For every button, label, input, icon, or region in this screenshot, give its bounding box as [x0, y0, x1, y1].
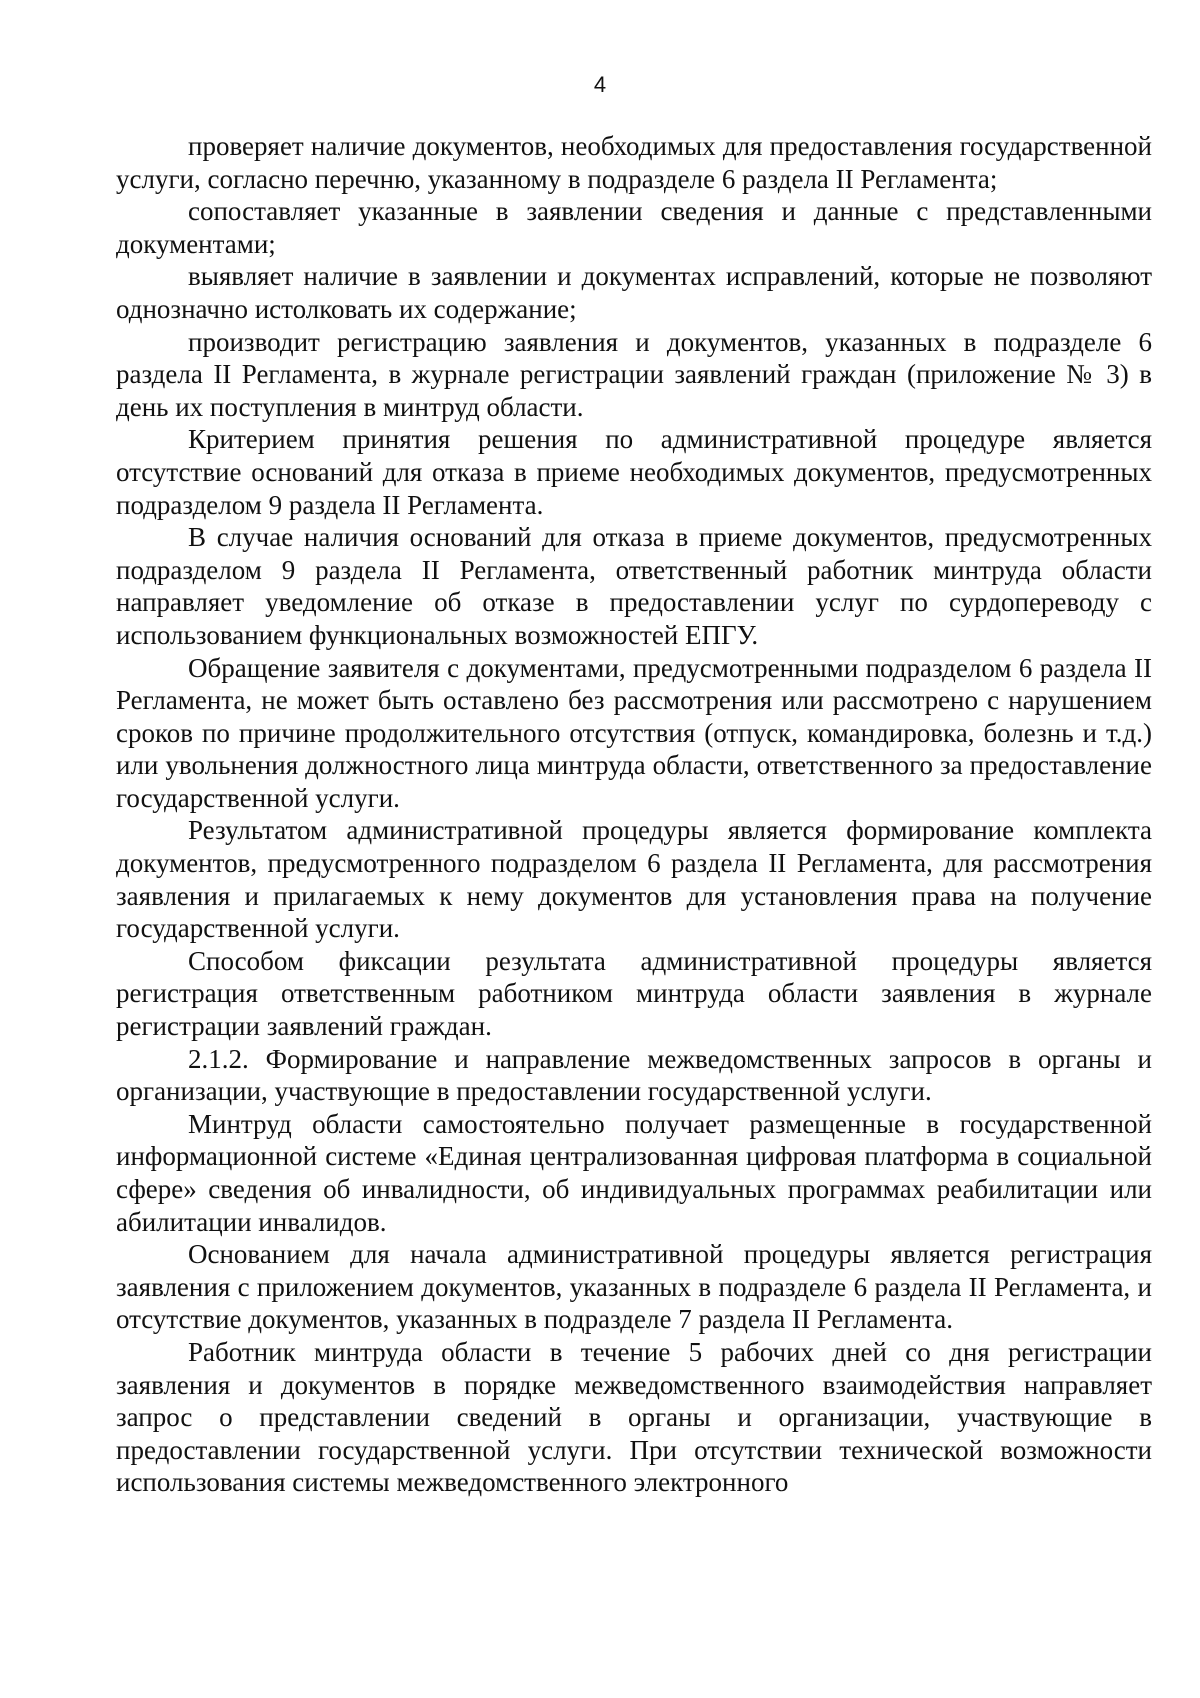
paragraph-compare-data: сопоставляет указанные в заявлении сведения и данные с представленными документами;: [116, 196, 1152, 259]
paragraph-check-documents: проверяет наличие документов, необходимых для предоставления государственной услуги, согласно перечню, указанному в подразделе 6 раздела II Регламента;: [116, 131, 1152, 194]
paragraph-procedure-result: Результатом административной процедуры является формирование комплекта документов, предусмотренного подразделом 6 раздела II Регламента, для рассмотрения заявления и прилагаемых к нему документов для установления права на получение государственной услуги.: [116, 815, 1152, 944]
page-number: 4: [593, 72, 607, 97]
paragraph-detect-corrections: выявляет наличие в заявлении и документах исправлений, которые не позволяют однозначно истолковать их содержание;: [116, 261, 1152, 324]
paragraph-result-fixation: Способом фиксации результата административной процедуры является регистрация ответственным работником минтруда области заявления в журнале регистрации заявлений граждан.: [116, 945, 1152, 1042]
paragraph-decision-criterion: Критерием принятия решения по административной процедуре является отсутствие оснований для отказа в приеме необходимых документов, предусмотренных подразделом 9 раздела II Регламента.: [116, 424, 1152, 520]
paragraph-section-2-1-2: 2.1.2. Формирование и направление межведомственных запросов в органы и организации, участвующие в предоставлении государственной услуги.: [116, 1043, 1152, 1107]
paragraph-refusal-notice: В случае наличия оснований для отказа в приеме документов, предусмотренных подразделом 9 раздела II Регламента, ответственный работник минтруда области направляет уведомление об отказе в предоставлении услуг по сурдопереводу с использованием функциональных возможностей ЕПГУ.: [116, 522, 1152, 650]
document-body: [116, 130, 1152, 1499]
paragraph-interagency-request: Работник минтруда области в течение 5 рабочих дней со дня регистрации заявления и документов в порядке межведомственного взаимодействия направляет запрос о представлении сведений в органы и организации, участвующие в предоставлении государственной услуги. При отсутствии технической возможности использования системы межведомственного электронного: [116, 1336, 1152, 1498]
paragraph-ministry-data: Минтруд области самостоятельно получает размещенные в государственной информационной системе «Единая централизованная цифровая платформа в социальной сфере» сведения об инвалидности, об индивидуальных программах реабилитации или абилитации инвалидов.: [116, 1108, 1152, 1237]
paragraph-procedure-basis: Основанием для начала административной процедуры является регистрация заявления с приложением документов, указанных в подразделе 6 раздела II Регламента, и отсутствие документов, указанных в подразделе 7 раздела II Регламента.: [116, 1239, 1152, 1335]
paragraph-application-handling: Обращение заявителя с документами, предусмотренными подразделом 6 раздела II Регламента, не может быть оставлено без рассмотрения или рассмотрено с нарушением сроков по причине продолжительного отсутствия (отпуск, командировка, болезнь и т.д.) или увольнения должностного лица минтруда области, ответственного за предоставление государственной услуги.: [116, 652, 1152, 813]
paragraph-registration: производит регистрацию заявления и документов, указанных в подразделе 6 раздела II Регламента, в журнале регистрации заявлений граждан (приложение № 3) в день их поступления в минтруд области.: [116, 326, 1152, 422]
